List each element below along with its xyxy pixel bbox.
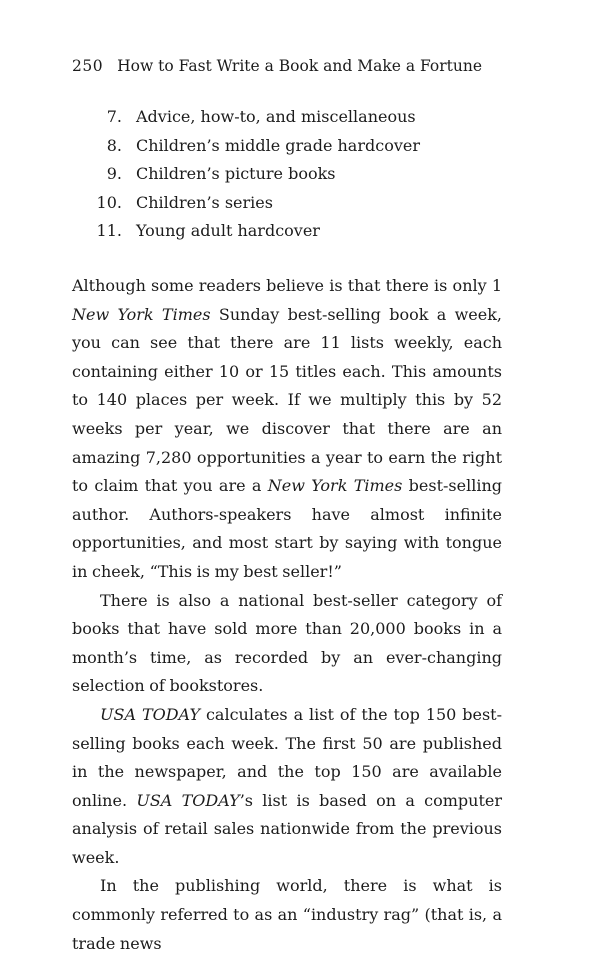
list-item-number: 7. <box>106 107 122 126</box>
list-item-text: Young adult hardcover <box>136 221 320 241</box>
list-item-number: 11. <box>96 221 122 241</box>
paragraph-usa-today <box>72 701 502 873</box>
best-seller-list <box>72 103 420 246</box>
list-item-text: Advice, how-to, and miscellaneous <box>136 107 416 126</box>
paragraph-national-bestseller: There is also a national best-seller category of books that have sold more than 20,000 books in a month’s time, as recorded by an ever-changing selection of bookstores. <box>72 590 502 696</box>
body-text <box>72 272 502 958</box>
italic-title: USA TODAY <box>100 704 201 724</box>
italic-title: New York Times <box>267 476 403 496</box>
list-item-number: 10. <box>96 192 122 212</box>
list-item <box>72 217 420 246</box>
italic-title: USA TODAY <box>136 790 240 810</box>
paragraph-nyt-lists <box>72 272 502 587</box>
list-item <box>72 189 420 218</box>
paragraph-industry-rag: In the publishing world, there is what is commonly referred to as an “industry rag” (that is, a trade news <box>72 876 502 953</box>
text-run: best-selling author. Authors-speakers have almost infinite opportunities, and most start by saying with tongue in cheek, “This is my best seller!” <box>72 476 503 581</box>
text-run: Although some readers believe is that there is only 1 <box>72 276 502 295</box>
list-item-number: 8. <box>106 135 122 155</box>
list-item-number: 9. <box>106 164 122 184</box>
text-run: ’s list is based on a computer analysis of retail sales nationwide from the previous week. <box>72 790 503 867</box>
text-run: Sunday best-selling book a week, you can see that there are 11 lists weekly, each containing either 10 or 15 titles each. This amounts to 140 places per week. If we multiply this by 52 weeks per year, we discover that there are an amazing 7,280 opportunities a year to earn the right to claim that you are a <box>72 304 503 496</box>
book-title: How to Fast Write a Book and Make a Fortune <box>117 57 483 75</box>
list-item-text: Children’s middle grade hardcover <box>136 135 420 155</box>
list-item <box>72 132 420 161</box>
list-item-text: Children’s series <box>136 192 273 212</box>
list-item <box>72 103 420 132</box>
italic-title: New York Times <box>72 304 211 324</box>
text-run: calculates a list of the top 150 best-selling books each week. The first 50 are published in the newspaper, and the top 150 are available online. <box>72 704 503 810</box>
page-number: 250 <box>72 57 104 75</box>
list-item <box>72 160 420 189</box>
running-header <box>72 56 482 76</box>
list-item-text: Children’s picture books <box>136 164 336 184</box>
